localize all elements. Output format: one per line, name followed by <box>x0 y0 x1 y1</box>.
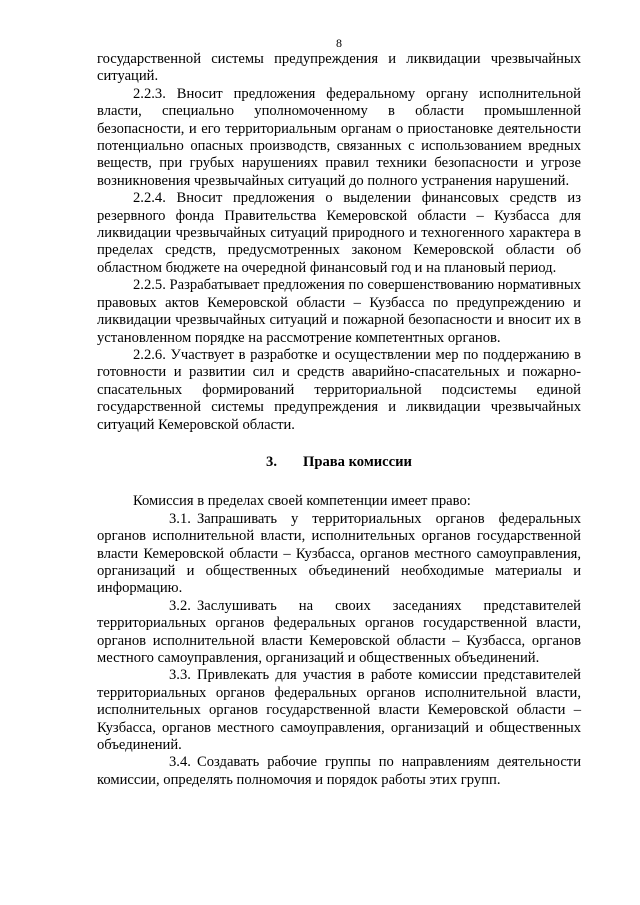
paragraph-2-2-3: 2.2.3. Вносит предложения федеральному органу исполнительной власти, специально уполномоченному в области промышленной безопасности, и его территориальным органам о приостановке деятельности потенциально опасных производств, связанных с использованием вредных веществ, при грубых нарушениях правил техники безопасности и угрозе возникновения чрезвычайных ситуаций до полного устранения нарушений. <box>97 85 581 189</box>
section-heading <box>97 454 581 471</box>
clause-text: Создавать рабочие группы по направлениям деятельности комиссии, определять полномочия и порядок работы этих групп. <box>97 754 581 788</box>
clause-3-2 <box>97 598 581 668</box>
document-body <box>97 51 581 789</box>
clause-text: Запрашивать у территориальных органов федеральных органов исполнительной власти, исполнительных органов государственной власти Кемеровской области – Кузбасса, органов местного самоуправления, организаций и общественных объединений необходимые материалы и информацию. <box>97 510 581 597</box>
paragraph-continuation: государственной системы предупреждения и ликвидации чрезвычайных ситуаций. <box>97 51 581 85</box>
clause-number: 3.1. <box>169 510 191 527</box>
paragraph-2-2-4: 2.2.4. Вносит предложения о выделении финансовых средств из резервного фонда Правительства Кемеровской области – Кузбасса для ликвидации чрезвычайных ситуаций природного и техногенного характера в пределах средств, предусмотренных законом Кемеровской области об областном бюджете на очередной финансовый год и на плановый период. <box>97 190 581 276</box>
section-intro: Комиссия в пределах своей компетенции имеет право: <box>133 493 471 510</box>
paragraph-2-2-5: 2.2.5. Разрабатывает предложения по совершенствованию нормативных правовых актов Кемеровской области – Кузбасса по предупреждению и ликвидации чрезвычайных ситуаций и пожарной безопасности и вносит их в установленном порядке на рассмотрение компетентных органов. <box>97 277 581 346</box>
clause-3-4 <box>97 754 581 789</box>
clause-3-1 <box>97 511 581 598</box>
clause-text: Привлекать для участия в работе комиссии представителей территориальных органов федеральных органов исполнительной власти, исполнительных органов государственной власти Кемеровской области – Кузбасса, органов местного самоуправления, организаций и общественных объединений. <box>97 667 581 754</box>
clause-number: 3.4. <box>169 754 191 771</box>
clause-number: 3.2. <box>169 597 191 614</box>
clause-number: 3.3. <box>169 667 191 684</box>
page-number: 8 <box>336 36 342 50</box>
clause-text: Заслушивать на своих заседаниях представителей территориальных органов федеральных органов государственной власти, органов исполнительной власти Кемеровской области – Кузбасса, органов местного самоуправления, организаций и общественных объединений. <box>97 597 581 666</box>
clause-3-3 <box>97 667 581 754</box>
paragraph-2-2-6: 2.2.6. Участвует в разработке и осуществлении мер по поддержанию в готовности и развитии сил и средств аварийно-спасательных и пожарно-спасательных формирований территориальной подсистемы единой государственной системы предупреждения и ликвидации чрезвычайных ситуаций Кемеровской области. <box>97 346 581 433</box>
section-number: 3. <box>266 453 277 470</box>
section-title: Права комиссии <box>303 453 412 470</box>
